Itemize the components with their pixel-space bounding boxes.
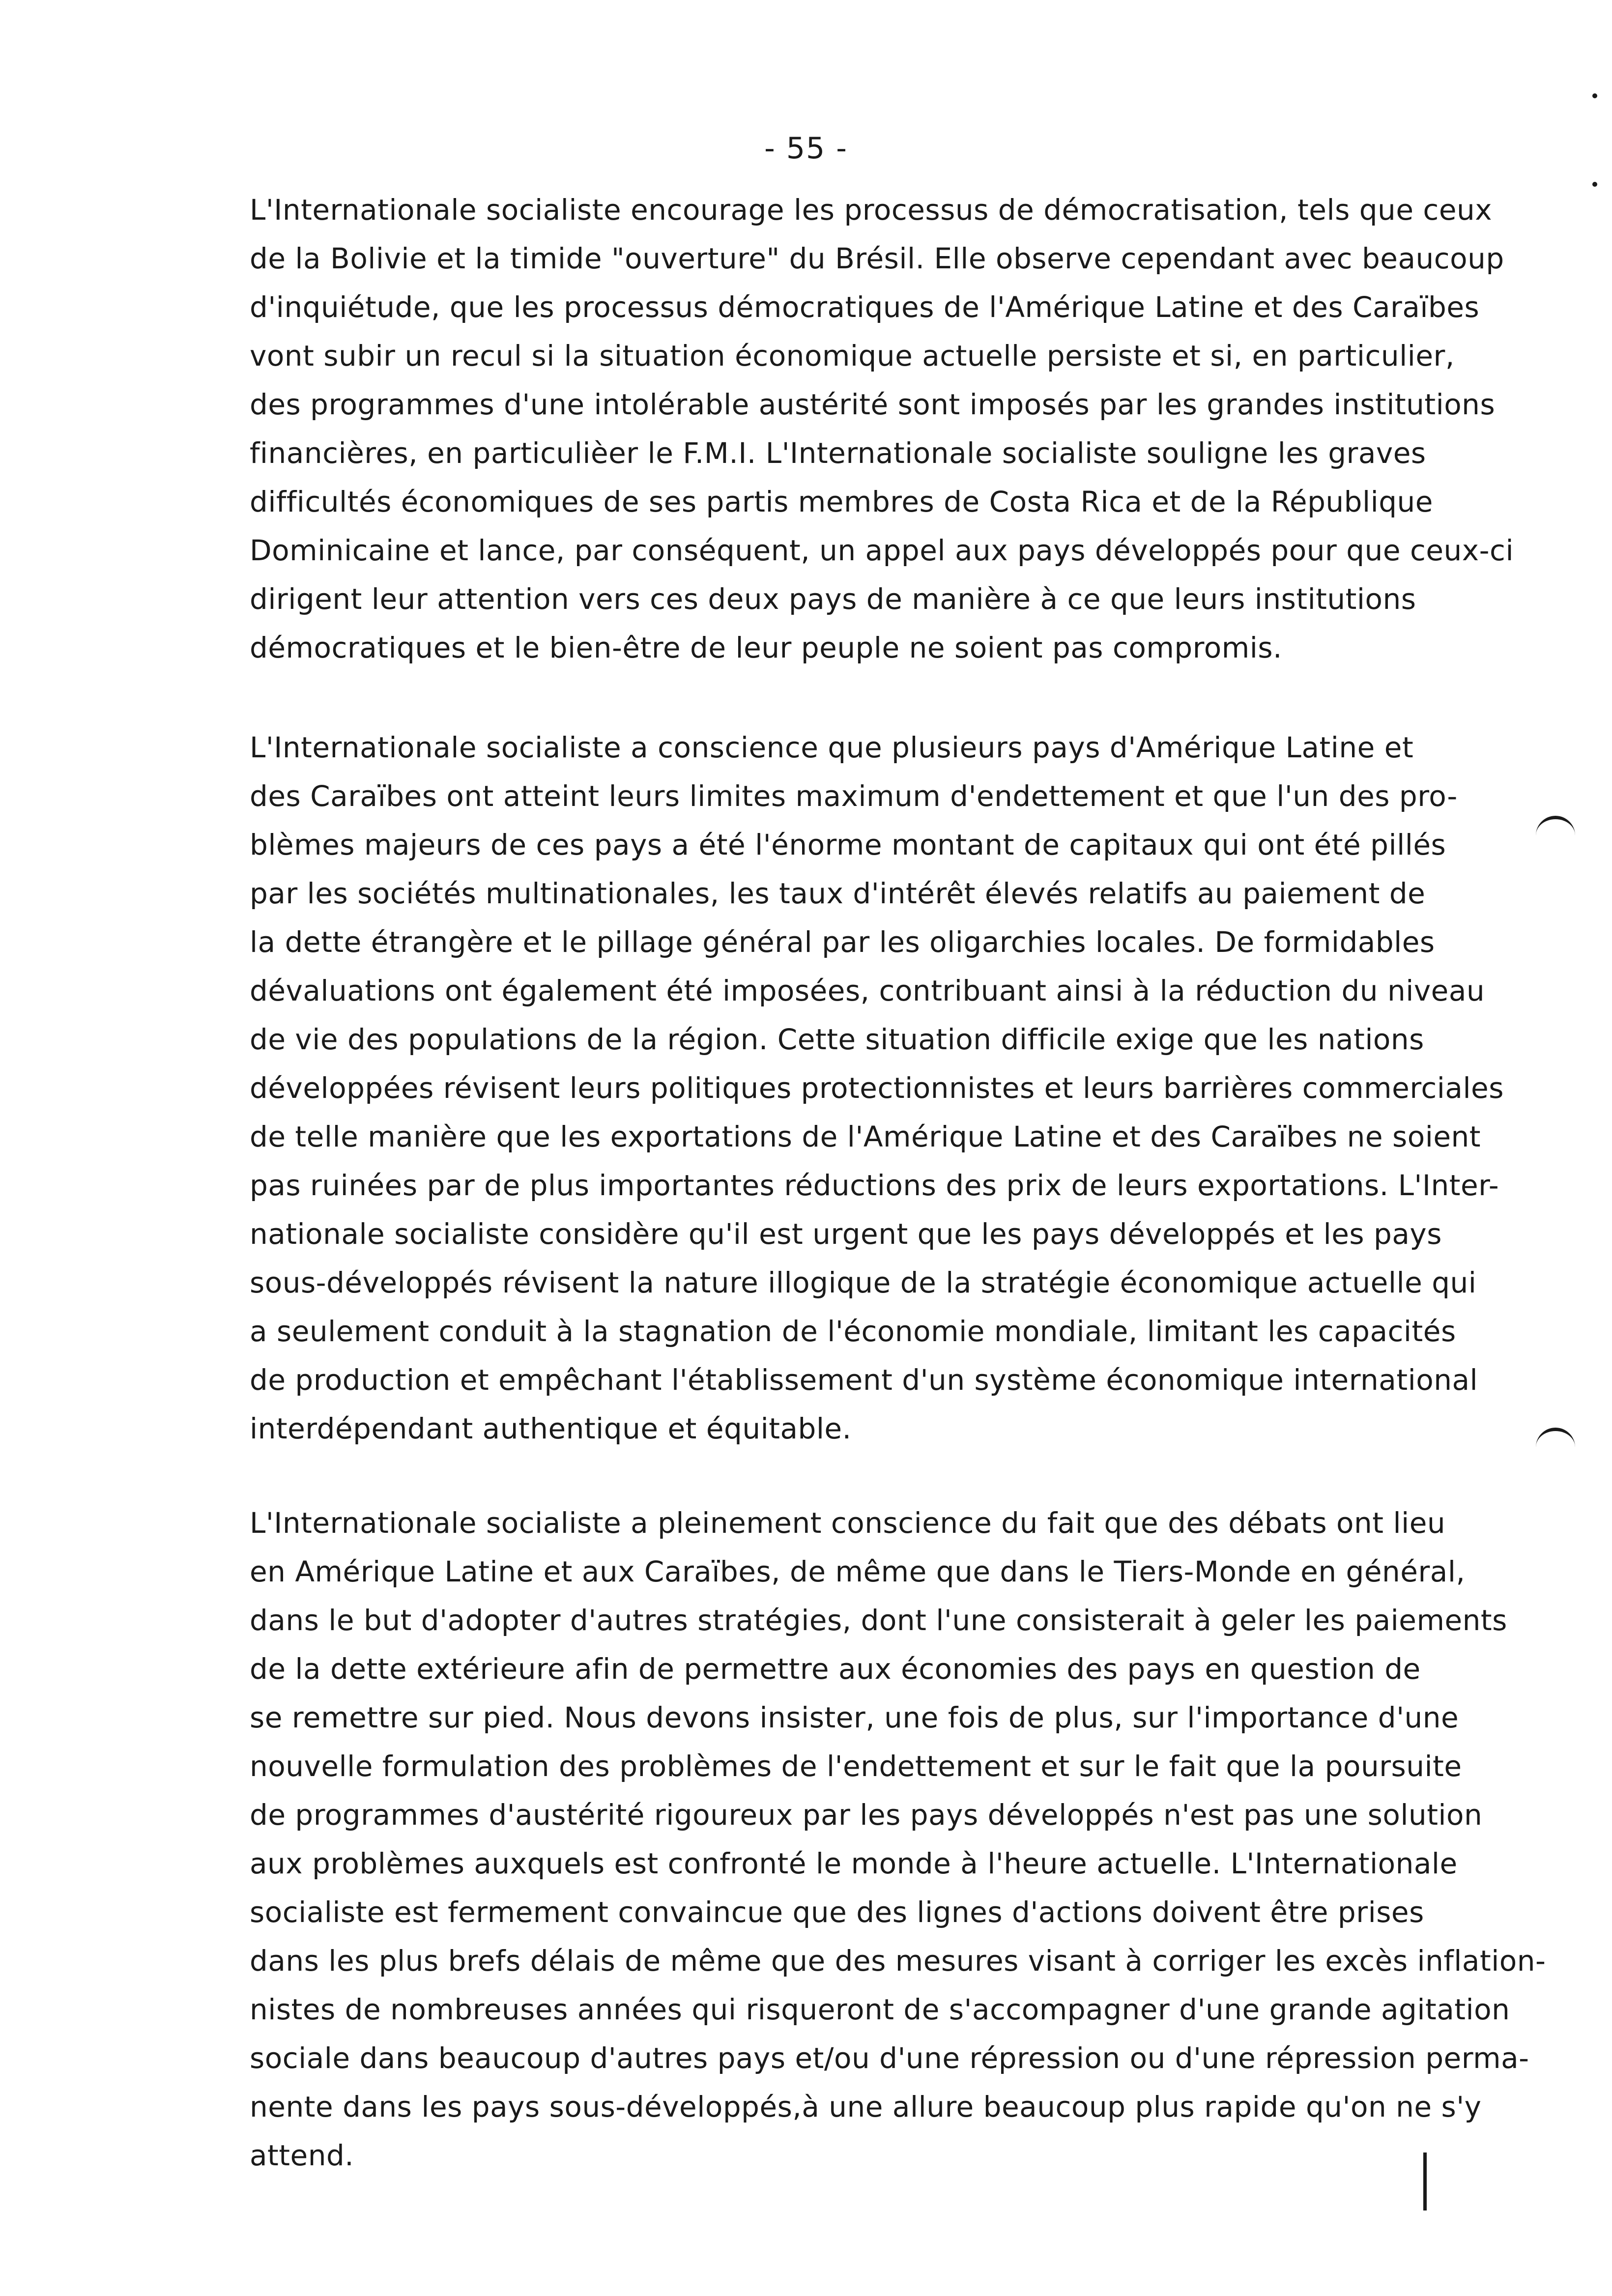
text-line: d'inquiétude, que les processus démocratiques de l'Amérique Latine et des Caraïbes [250,290,1480,324]
paragraph-3 [250,1499,1546,2180]
text-line: Dominicaine et lance, par conséquent, un appel aux pays développés pour que ceux-ci [250,534,1514,567]
text-line: aux problèmes auxquels est confronté le monde à l'heure actuelle. L'Internationale [250,1847,1458,1880]
scan-speck [1592,182,1597,187]
text-line: financières, en particulièer le F.M.I. L'Internationale socialiste souligne les graves [250,436,1426,470]
paragraph-2 [250,723,1527,1453]
text-line: nationale socialiste considère qu'il est urgent que les pays développés et les pays [250,1217,1442,1251]
paragraph-1 [250,186,1527,672]
text-line: démocratiques et le bien-être de leur peuple ne soient pas compromis. [250,631,1282,664]
text-line: des programmes d'une intolérable austérité sont imposés par les grandes institutions [250,388,1496,421]
text-line: des Caraïbes ont atteint leurs limites maximum d'endettement et que l'un des pro- [250,779,1458,813]
text-line: blèmes majeurs de ces pays a été l'énorme montant de capitaux qui ont été pillés [250,828,1446,861]
text-line: la dette étrangère et le pillage général par les oligarchies locales. De formidables [250,925,1435,959]
text-line: vont subir un recul si la situation économique actuelle persiste et si, en particulier, [250,339,1455,373]
text-line: de la dette extérieure afin de permettre aux économies des pays en question de [250,1652,1421,1686]
scan-speck [1592,93,1597,98]
text-line: dirigent leur attention vers ces deux pays de manière à ce que leurs institutions [250,582,1416,616]
text-line: dans le but d'adopter d'autres stratégies, dont l'une consisterait à geler les paiements [250,1604,1507,1637]
text-line: attend. [250,2139,354,2172]
text-line: sociale dans beaucoup d'autres pays et/ou d'une répression ou d'une répression perma- [250,2041,1529,2075]
text-line: développées révisent leurs politiques protectionnistes et leurs barrières commerciales [250,1071,1504,1105]
text-line: dévaluations ont également été imposées, contribuant ainsi à la réduction du niveau [250,974,1485,1007]
text-line: de programmes d'austérité rigoureux par les pays développés n'est pas une solution [250,1798,1483,1832]
text-line: a seulement conduit à la stagnation de l'économie mondiale, limitant les capacités [250,1315,1456,1348]
text-line: pas ruinées par de plus importantes réductions des prix de leurs exportations. L'Inter- [250,1169,1499,1202]
text-line: de vie des populations de la région. Cette situation difficile exige que les nations [250,1023,1424,1056]
text-line: sous-développés révisent la nature illogique de la stratégie économique actuelle qui [250,1266,1477,1299]
text-line: nouvelle formulation des problèmes de l'endettement et sur le fait que la poursuite [250,1750,1462,1783]
text-line: L'Internationale socialiste a conscience que plusieurs pays d'Amérique Latine et [250,731,1414,764]
text-line: interdépendant authentique et équitable. [250,1412,852,1445]
text-line: nistes de nombreuses années qui risqueront de s'accompagner d'une grande agitation [250,1993,1510,2026]
text-line: de telle manière que les exportations de l'Amérique Latine et des Caraïbes ne soient [250,1120,1481,1153]
margin-mark [1536,816,1575,836]
text-line: L'Internationale socialiste a pleinement conscience du fait que des débats ont lieu [250,1506,1446,1540]
text-line: se remettre sur pied. Nous devons insister, une fois de plus, sur l'importance d'une [250,1701,1459,1734]
text-line: par les sociétés multinationales, les taux d'intérêt élevés relatifs au paiement de [250,877,1426,910]
text-line: en Amérique Latine et aux Caraïbes, de même que dans le Tiers-Monde en général, [250,1555,1466,1588]
text-line: L'Internationale socialiste encourage les processus de démocratisation, tels que ceux [250,193,1493,227]
text-line: de production et empêchant l'établissement d'un système économique international [250,1363,1478,1397]
margin-bar [1423,2152,1427,2210]
text-line: de la Bolivie et la timide "ouverture" du Brésil. Elle observe cependant avec beaucoup [250,242,1504,275]
text-line: dans les plus brefs délais de même que des mesures visant à corriger les excès inflation- [250,1944,1546,1978]
margin-mark [1536,1428,1575,1448]
text-line: difficultés économiques de ses partis membres de Costa Rica et de la République [250,485,1433,518]
text-line: socialiste est fermement convaincue que des lignes d'actions doivent être prises [250,1895,1424,1929]
page-number: - 55 - [764,131,848,166]
text-line: nente dans les pays sous-développés,à une allure beaucoup plus rapide qu'on ne s'y [250,2090,1482,2124]
